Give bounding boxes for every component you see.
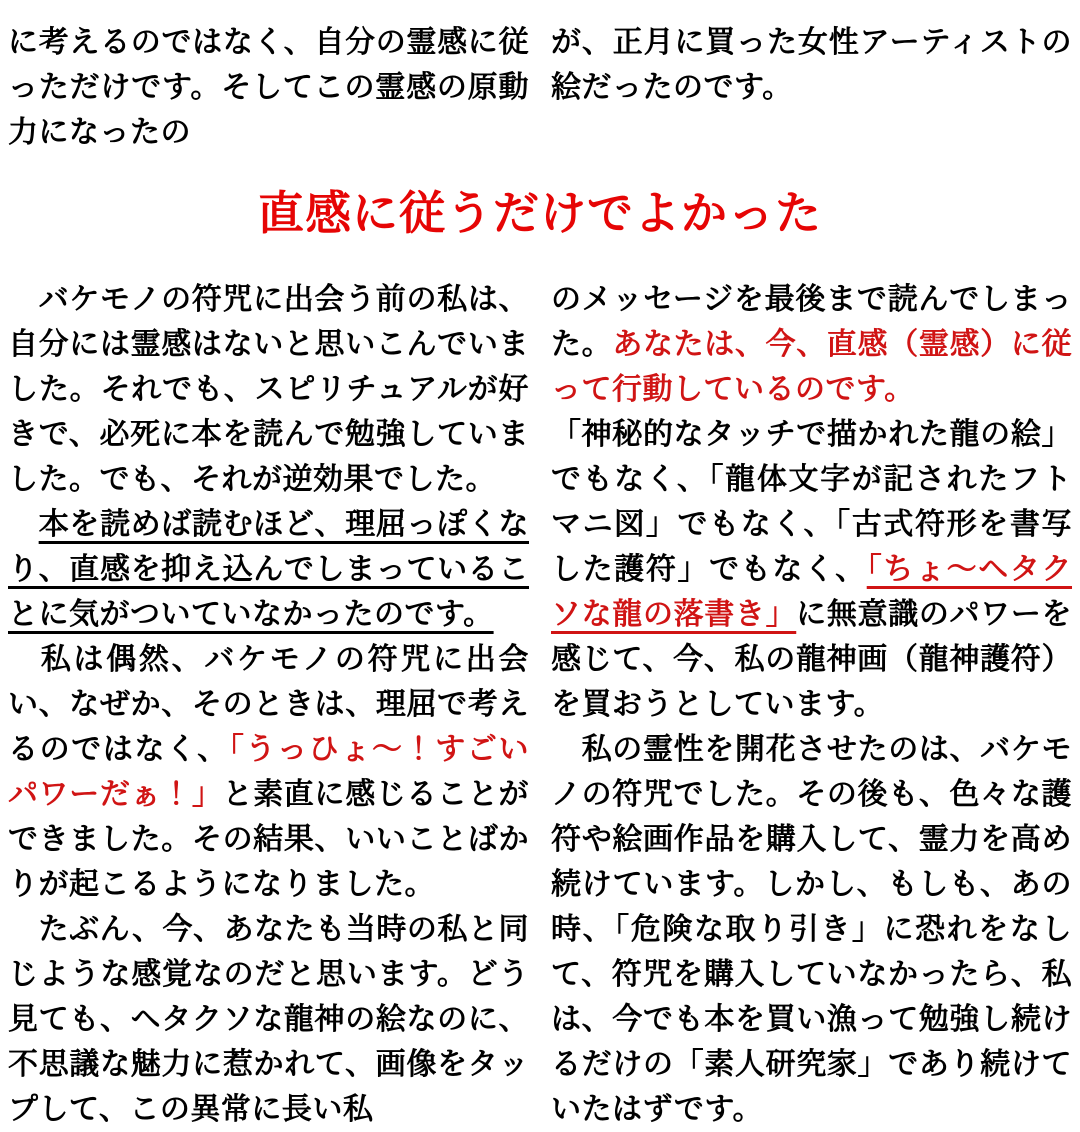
body-left-column [8,277,529,1132]
text-segment: に考えるのではなく、自分の霊感に従っただけです。そしてこの霊感の原動力になったの [8,26,529,149]
text-segment-underlined: 本を読めば読むほど、理屈っぽくなり、直感を抑え込んでしまっていることに気がついていなかったのです。 [8,508,529,631]
paragraph [8,502,529,637]
section-heading: 直感に従うだけでよかった [258,187,822,239]
paragraph [8,907,529,1132]
body-right-column [551,277,1072,1132]
text-segment: が、正月に買った女性アーティストの絵だったのです。 [551,26,1072,104]
top-right-column [551,20,1072,155]
text-segment [8,508,39,541]
text-segment: 私は偶然、バケモノの符咒に出会い、なぜか、そのときは、理屈で考えるのではなく、 [8,643,529,766]
paragraph [551,20,1072,110]
text-segment-red: あなたは、今、直感（霊感）に従って行動しているのです。 [551,328,1072,406]
paragraph [551,412,1072,727]
top-section [8,20,1072,155]
text-segment-red: 「うっひょ〜！すごいパワーだぁ！」 [8,733,530,811]
paragraph [8,637,529,907]
text-segment: 「神秘的なタッチで描かれた龍の絵」でもなく、「龍体文字が記されたフトマニ図」でもなく、「古式符形を書写した護符」でもなく、 [551,418,1072,586]
paragraph [8,20,529,155]
paragraph [8,277,529,502]
paragraph [551,727,1072,1132]
text-segment: に無意識のパワーを感じて、今、私の龍神画（龍神護符）を買おうとしています。 [551,598,1072,721]
text-segment-red-underlined: 「ちょ〜ヘタクソな龍の落書き」 [551,553,1073,631]
text-segment: と素直に感じることができました。その結果、いいことばかりが起こるようになりました。 [8,778,529,901]
top-left-column [8,20,529,155]
text-segment: たぶん、今、あなたも当時の私と同じような感覚なのだと思います。どう見ても、ヘタクソな龍神の絵なのに、不思議な魅力に惹かれて、画像をタップして、この異常に長い私 [8,913,529,1126]
text-segment: バケモノの符咒に出会う前の私は、自分には霊感はないと思いこんでいました。それでも、スピリチュアルが好きで、必死に本を読んで勉強していました。でも、それが逆効果でした。 [8,283,529,496]
paragraph [551,277,1072,412]
body-section [8,277,1072,1132]
text-segment: のメッセージを最後まで読んでしまった。 [551,283,1072,361]
text-segment: 私の霊性を開花させたのは、バケモノの符咒でした。その後も、色々な護符や絵画作品を購入して、霊力を高め続けています。しかし、もしも、あの時、「危険な取り引き」に恐れをなして、符咒を購入していなかったら、私は、今でも本を買い漁って勉強し続けるだけの「素人研究家」であり続けていたはずです。 [551,733,1072,1126]
